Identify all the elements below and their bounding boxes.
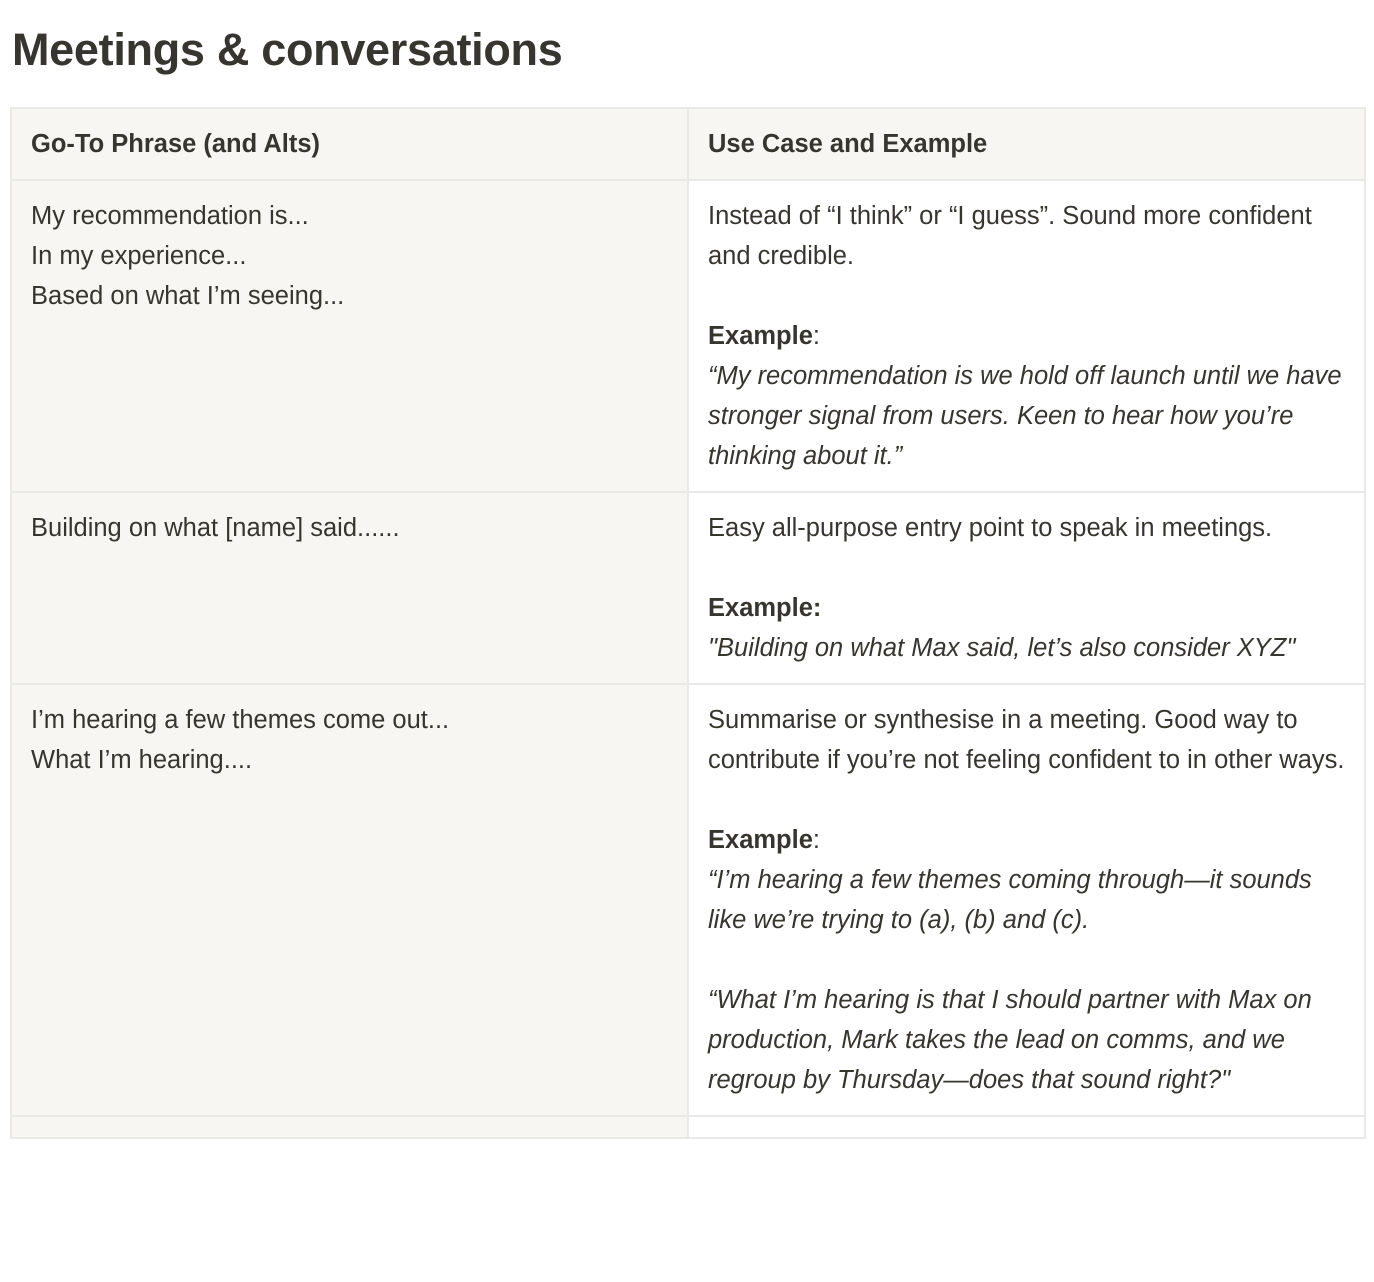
phrase: My recommendation is...	[31, 202, 309, 230]
use-case-text: Summarise or synthesise in a meeting. Good way to contribute if you’re not feeling confident to in other ways.	[708, 706, 1345, 774]
use-case-cell[interactable]	[688, 492, 1365, 684]
phrase: Building on what [name] said......	[31, 514, 400, 542]
example-quote: "Building on what Max said, let’s also consider XYZ"	[708, 634, 1296, 662]
column-header-phrase[interactable]: Go-To Phrase (and Alts)	[11, 108, 688, 180]
phrase: Based on what I’m seeing...	[31, 282, 345, 310]
table-row	[11, 1116, 1365, 1138]
phrase-cell[interactable]	[11, 180, 688, 492]
table-row	[11, 684, 1365, 1116]
example-colon: :	[812, 826, 820, 854]
use-case-cell[interactable]	[688, 684, 1365, 1116]
page-title: Meetings & conversations	[12, 24, 563, 75]
table-row	[11, 180, 1365, 492]
table-row	[11, 492, 1365, 684]
example-quote: “My recommendation is we hold off launch until we have stronger signal from users. Keen to hear how you’re thinking about it.”	[708, 362, 1342, 470]
example-label: Example	[708, 826, 813, 854]
use-case-cell[interactable]	[688, 180, 1365, 492]
example-colon: :	[812, 322, 820, 350]
phrases-table	[10, 107, 1366, 1139]
phrase-cell[interactable]	[11, 684, 688, 1116]
phrase-cell[interactable]	[11, 1116, 688, 1138]
column-header-use-case[interactable]: Use Case and Example	[688, 108, 1365, 180]
phrase: What I’m hearing....	[31, 746, 253, 774]
example-label: Example:	[708, 594, 822, 622]
example-label: Example	[708, 322, 813, 350]
phrase-cell[interactable]	[11, 492, 688, 684]
phrase: In my experience...	[31, 242, 247, 270]
use-case-text: Instead of “I think” or “I guess”. Sound more confident and credible.	[708, 202, 1312, 270]
example-quote: “I’m hearing a few themes coming through—it sounds like we’re trying to (a), (b) and (c).	[708, 866, 1312, 934]
use-case-text: Easy all-purpose entry point to speak in meetings.	[708, 514, 1273, 542]
example-quote: “What I’m hearing is that I should partner with Max on production, Mark takes the lead on comms, and we regroup by Thursday—does that sound right?"	[708, 986, 1312, 1094]
use-case-cell[interactable]	[688, 1116, 1365, 1138]
phrase: I’m hearing a few themes come out...	[31, 706, 450, 734]
table-header-row	[11, 108, 1365, 180]
